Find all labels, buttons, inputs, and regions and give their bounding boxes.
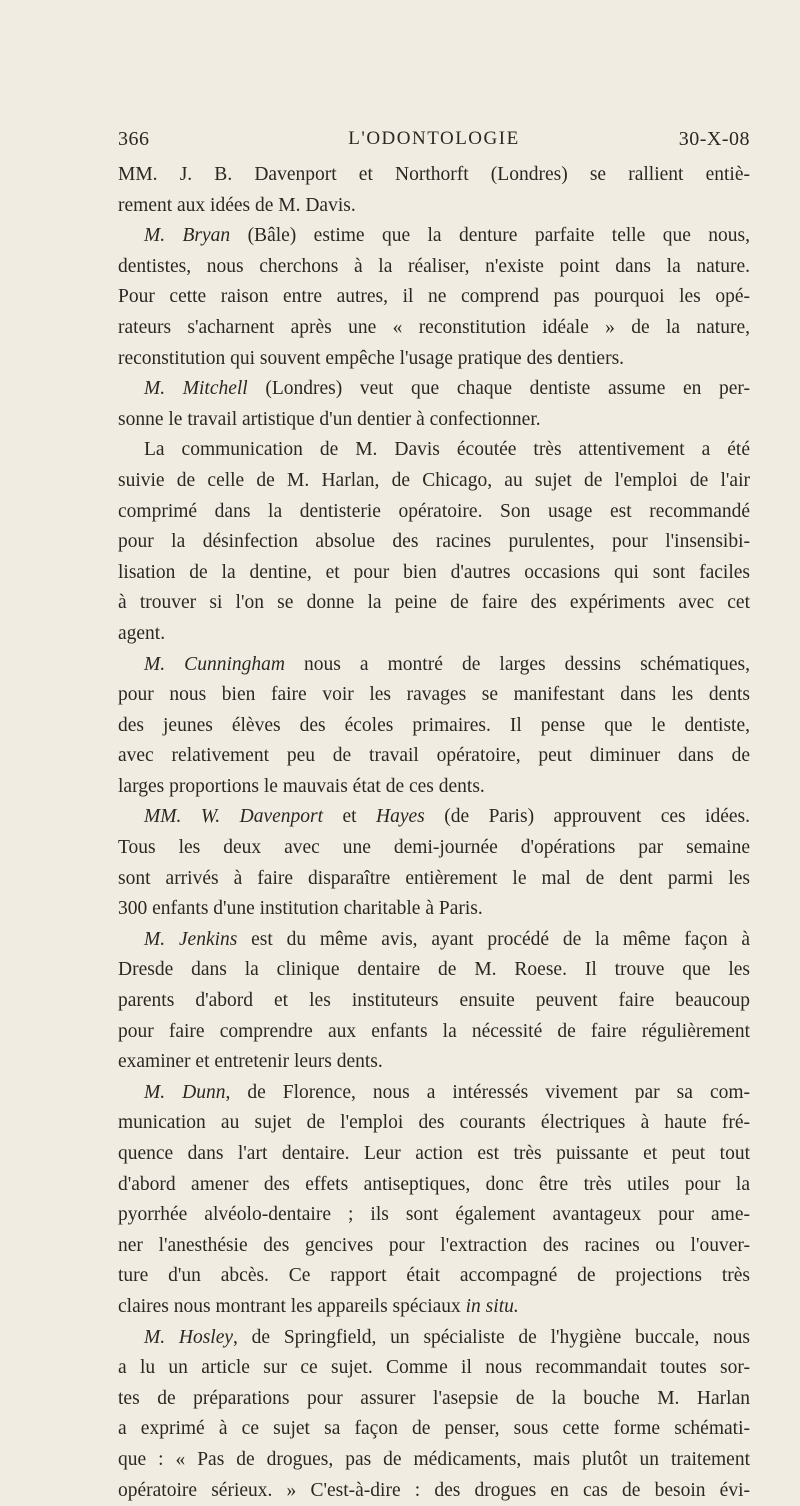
text-line [118, 1108, 750, 1139]
text-segment: (Londres) veut que chaque dentiste assume en per- [247, 378, 750, 400]
text-line [118, 497, 750, 528]
text-segment: nous a montré de larges dessins schématiques, [284, 653, 751, 675]
italic-name: M. Cunningham [144, 653, 285, 675]
text-line [118, 435, 750, 466]
text-segment: 300 enfants d'une institution charitable à Paris. [118, 898, 483, 920]
text-line [118, 1476, 750, 1506]
text-line [118, 680, 750, 711]
italic-name: M. Bryan [144, 225, 231, 247]
text-segment: pour faire comprendre aux enfants la nécessité de faire régulièrement [118, 1020, 750, 1042]
text-segment: (Bâle) estime que la denture parfaite telle que nous, [230, 225, 750, 247]
text-segment: parents d'abord et les instituteurs ensuite peuvent faire beaucoup [118, 990, 750, 1012]
text-line [118, 711, 750, 742]
text-line [118, 558, 750, 589]
text-line [118, 833, 750, 864]
text-segment: pour nous bien faire voir les ravages se manifestant dans les dents [118, 684, 750, 706]
text-segment: examiner et entretenir leurs dents. [118, 1051, 383, 1073]
text-segment: larges proportions le mauvais état de ces dents. [118, 775, 485, 797]
text-segment: des jeunes élèves des écoles primaires. Il pense que le dentiste, [118, 714, 750, 736]
text-segment: (de Paris) approuvent ces idées. [424, 806, 750, 828]
text-line [118, 1292, 750, 1323]
text-line [118, 1047, 750, 1078]
text-segment: MM. J. B. Davenport et Northorft (Londres) se rallient entiè- [118, 164, 750, 185]
body-text [118, 160, 750, 1506]
text-segment: pour la désinfection absolue des racines purulentes, pour l'insensibi- [118, 531, 750, 553]
text-segment: La communication de M. Davis écoutée très attentivement a été [144, 439, 750, 461]
italic-name: Hayes [376, 806, 425, 828]
text-line [118, 1017, 750, 1048]
text-segment: tes de préparations pour assurer l'asepsie de la bouche M. Harlan [118, 1387, 750, 1409]
text-line [118, 1231, 750, 1262]
text-segment: sont arrivés à faire disparaître entièrement le mal de dent parmi les [118, 867, 750, 889]
text-segment: et [323, 806, 377, 828]
text-line [118, 374, 750, 405]
italic-name: M. Dunn [144, 1081, 226, 1103]
text-line [118, 221, 750, 252]
text-line [118, 1323, 750, 1354]
text-line [118, 160, 750, 191]
text-line [118, 313, 750, 344]
text-segment: claires nous montrant les appareils spéciaux [118, 1295, 466, 1317]
text-segment: opératoire sérieux. » C'est-à-dire : des drogues en cas de besoin évi- [118, 1479, 750, 1501]
text-line [118, 1078, 750, 1109]
text-segment: Pour cette raison entre autres, il ne comprend pas pourquoi les opé- [118, 286, 750, 308]
text-line [118, 925, 750, 956]
italic-name: MM. W. Davenport [144, 806, 324, 828]
text-segment: a lu un article sur ce sujet. Comme il nous recommandait toutes sor- [118, 1357, 750, 1379]
text-line [118, 344, 750, 375]
text-line [118, 588, 750, 619]
text-line [118, 1139, 750, 1170]
text-segment: ture d'un abcès. Ce rapport était accompagné de projections très [118, 1265, 750, 1287]
text-segment: lisation de la dentine, et pour bien d'autres occasions qui sont faciles [118, 561, 750, 583]
text-segment: rement aux idées de M. Davis. [118, 194, 356, 216]
text-line [118, 1200, 750, 1231]
text-segment: à trouver si l'on se donne la peine de faire des expériments avec cet [118, 592, 750, 614]
text-segment: d'abord amener des effets antiseptiques, donc être très utiles pour la [118, 1173, 750, 1195]
text-segment: rateurs s'acharnent après une « reconstitution idéale » de la nature, [118, 316, 750, 338]
text-segment: sonne le travail artistique d'un dentier à confectionner. [118, 408, 541, 430]
text-line [118, 772, 750, 803]
text-segment: ner l'anesthésie des gencives pour l'extraction des racines ou l'ouver- [118, 1234, 750, 1256]
text-line [118, 1414, 750, 1445]
text-segment: quence dans l'art dentaire. Leur action est très puissante et peut tout [118, 1143, 750, 1164]
text-line [118, 1384, 750, 1415]
text-line [118, 650, 750, 681]
text-line [118, 405, 750, 436]
text-line [118, 955, 750, 986]
text-line [118, 802, 750, 833]
italic-name: M. Hosley [144, 1326, 234, 1348]
text-line [118, 252, 750, 283]
italic-name: in situ. [465, 1295, 519, 1317]
text-segment: a exprimé à ce sujet sa façon de penser, sous cette forme schémati- [118, 1418, 750, 1440]
text-line [118, 986, 750, 1017]
text-line [118, 1353, 750, 1384]
text-line [118, 191, 750, 222]
text-line [118, 619, 750, 650]
issue-date: 30-X-08 [678, 128, 750, 150]
text-segment: Tous les deux avec une demi-journée d'opérations par semaine [118, 837, 750, 859]
text-segment: Dresde dans la clinique dentaire de M. Roese. Il trouve que les [118, 959, 750, 981]
text-segment: munication au sujet de l'emploi des courants électriques à haute fré- [118, 1112, 750, 1134]
italic-name: M. Jenkins [144, 928, 238, 950]
text-line [118, 741, 750, 772]
text-line [118, 1445, 750, 1476]
page-number: 366 [118, 128, 150, 150]
text-line [118, 282, 750, 313]
text-segment: pyorrhée alvéolo-dentaire ; ils sont également avantageux pour ame- [118, 1204, 750, 1226]
text-segment: , de Florence, nous a intéressés vivement par sa com- [225, 1081, 751, 1103]
text-segment: reconstitution qui souvent empêche l'usage pratique des dentiers. [118, 347, 625, 369]
text-line [118, 1170, 750, 1201]
text-segment: que : « Pas de drogues, pas de médicaments, mais plutôt un traitement [118, 1448, 750, 1470]
italic-name: M. Mitchell [144, 378, 248, 400]
text-segment: , de Springfield, un spécialiste de l'hygiène buccale, nous [233, 1326, 750, 1348]
text-line [118, 864, 750, 895]
text-line [118, 894, 750, 925]
text-segment: agent. [118, 622, 166, 644]
text-segment: avec relativement peu de travail opératoire, peut diminuer dans de [118, 745, 750, 767]
text-segment: comprimé dans la dentisterie opératoire. Son usage est recommandé [118, 500, 750, 522]
text-line [118, 1261, 750, 1292]
text-segment: dentistes, nous cherchons à la réaliser, n'existe point dans la nature. [118, 255, 750, 277]
text-segment: suivie de celle de M. Harlan, de Chicago, au sujet de l'emploi de l'air [118, 469, 750, 491]
running-header [118, 128, 750, 158]
text-segment: est du même avis, ayant procédé de la même façon à [237, 928, 750, 950]
text-line [118, 466, 750, 497]
text-line [118, 527, 750, 558]
journal-title: L'ODONTOLOGIE [348, 128, 520, 149]
